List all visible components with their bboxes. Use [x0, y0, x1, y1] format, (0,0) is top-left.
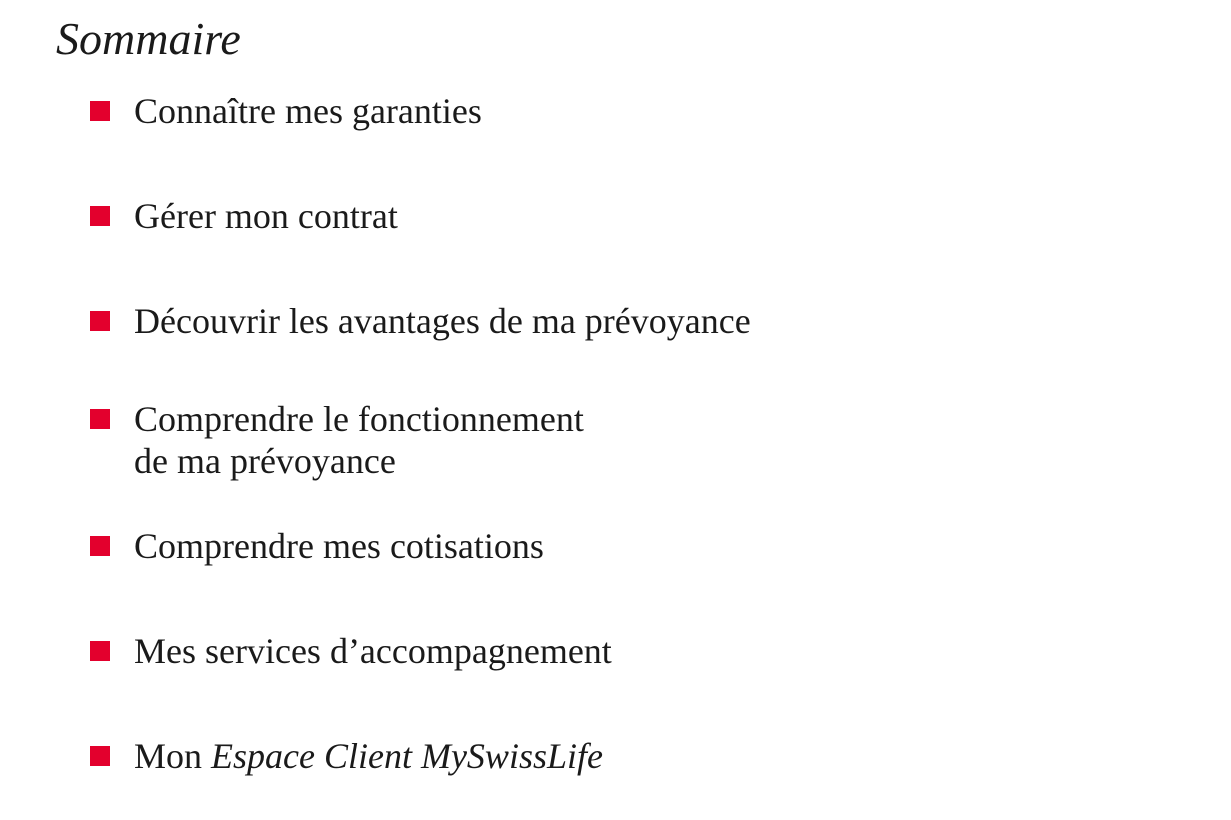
- square-bullet-icon: [90, 536, 110, 556]
- toc-item-label-italic: Espace Client MySwissLife: [211, 736, 603, 776]
- toc-item-label: Gérer mon contrat: [134, 196, 398, 236]
- square-bullet-icon: [90, 409, 110, 429]
- toc-item-label: [134, 735, 603, 777]
- toc-item-label: Mes services d’accompagnement: [134, 631, 612, 671]
- square-bullet-icon: [90, 101, 110, 121]
- toc-item-label-line-2: de ma prévoyance: [134, 441, 396, 481]
- toc-item-label-prefix: Mon: [134, 736, 212, 776]
- toc-item-label: Connaître mes garanties: [134, 91, 482, 131]
- toc-item-label-line-1: Comprendre le fonctionnement: [134, 399, 584, 439]
- toc-item-label: Découvrir les avantages de ma prévoyance: [134, 301, 751, 341]
- square-bullet-icon: [90, 641, 110, 661]
- square-bullet-icon: [90, 311, 110, 331]
- square-bullet-icon: [90, 206, 110, 226]
- toc-item-label: Comprendre mes cotisations: [134, 526, 544, 566]
- toc-item-label: [134, 398, 584, 482]
- square-bullet-icon: [90, 746, 110, 766]
- page-title: Sommaire: [56, 13, 241, 64]
